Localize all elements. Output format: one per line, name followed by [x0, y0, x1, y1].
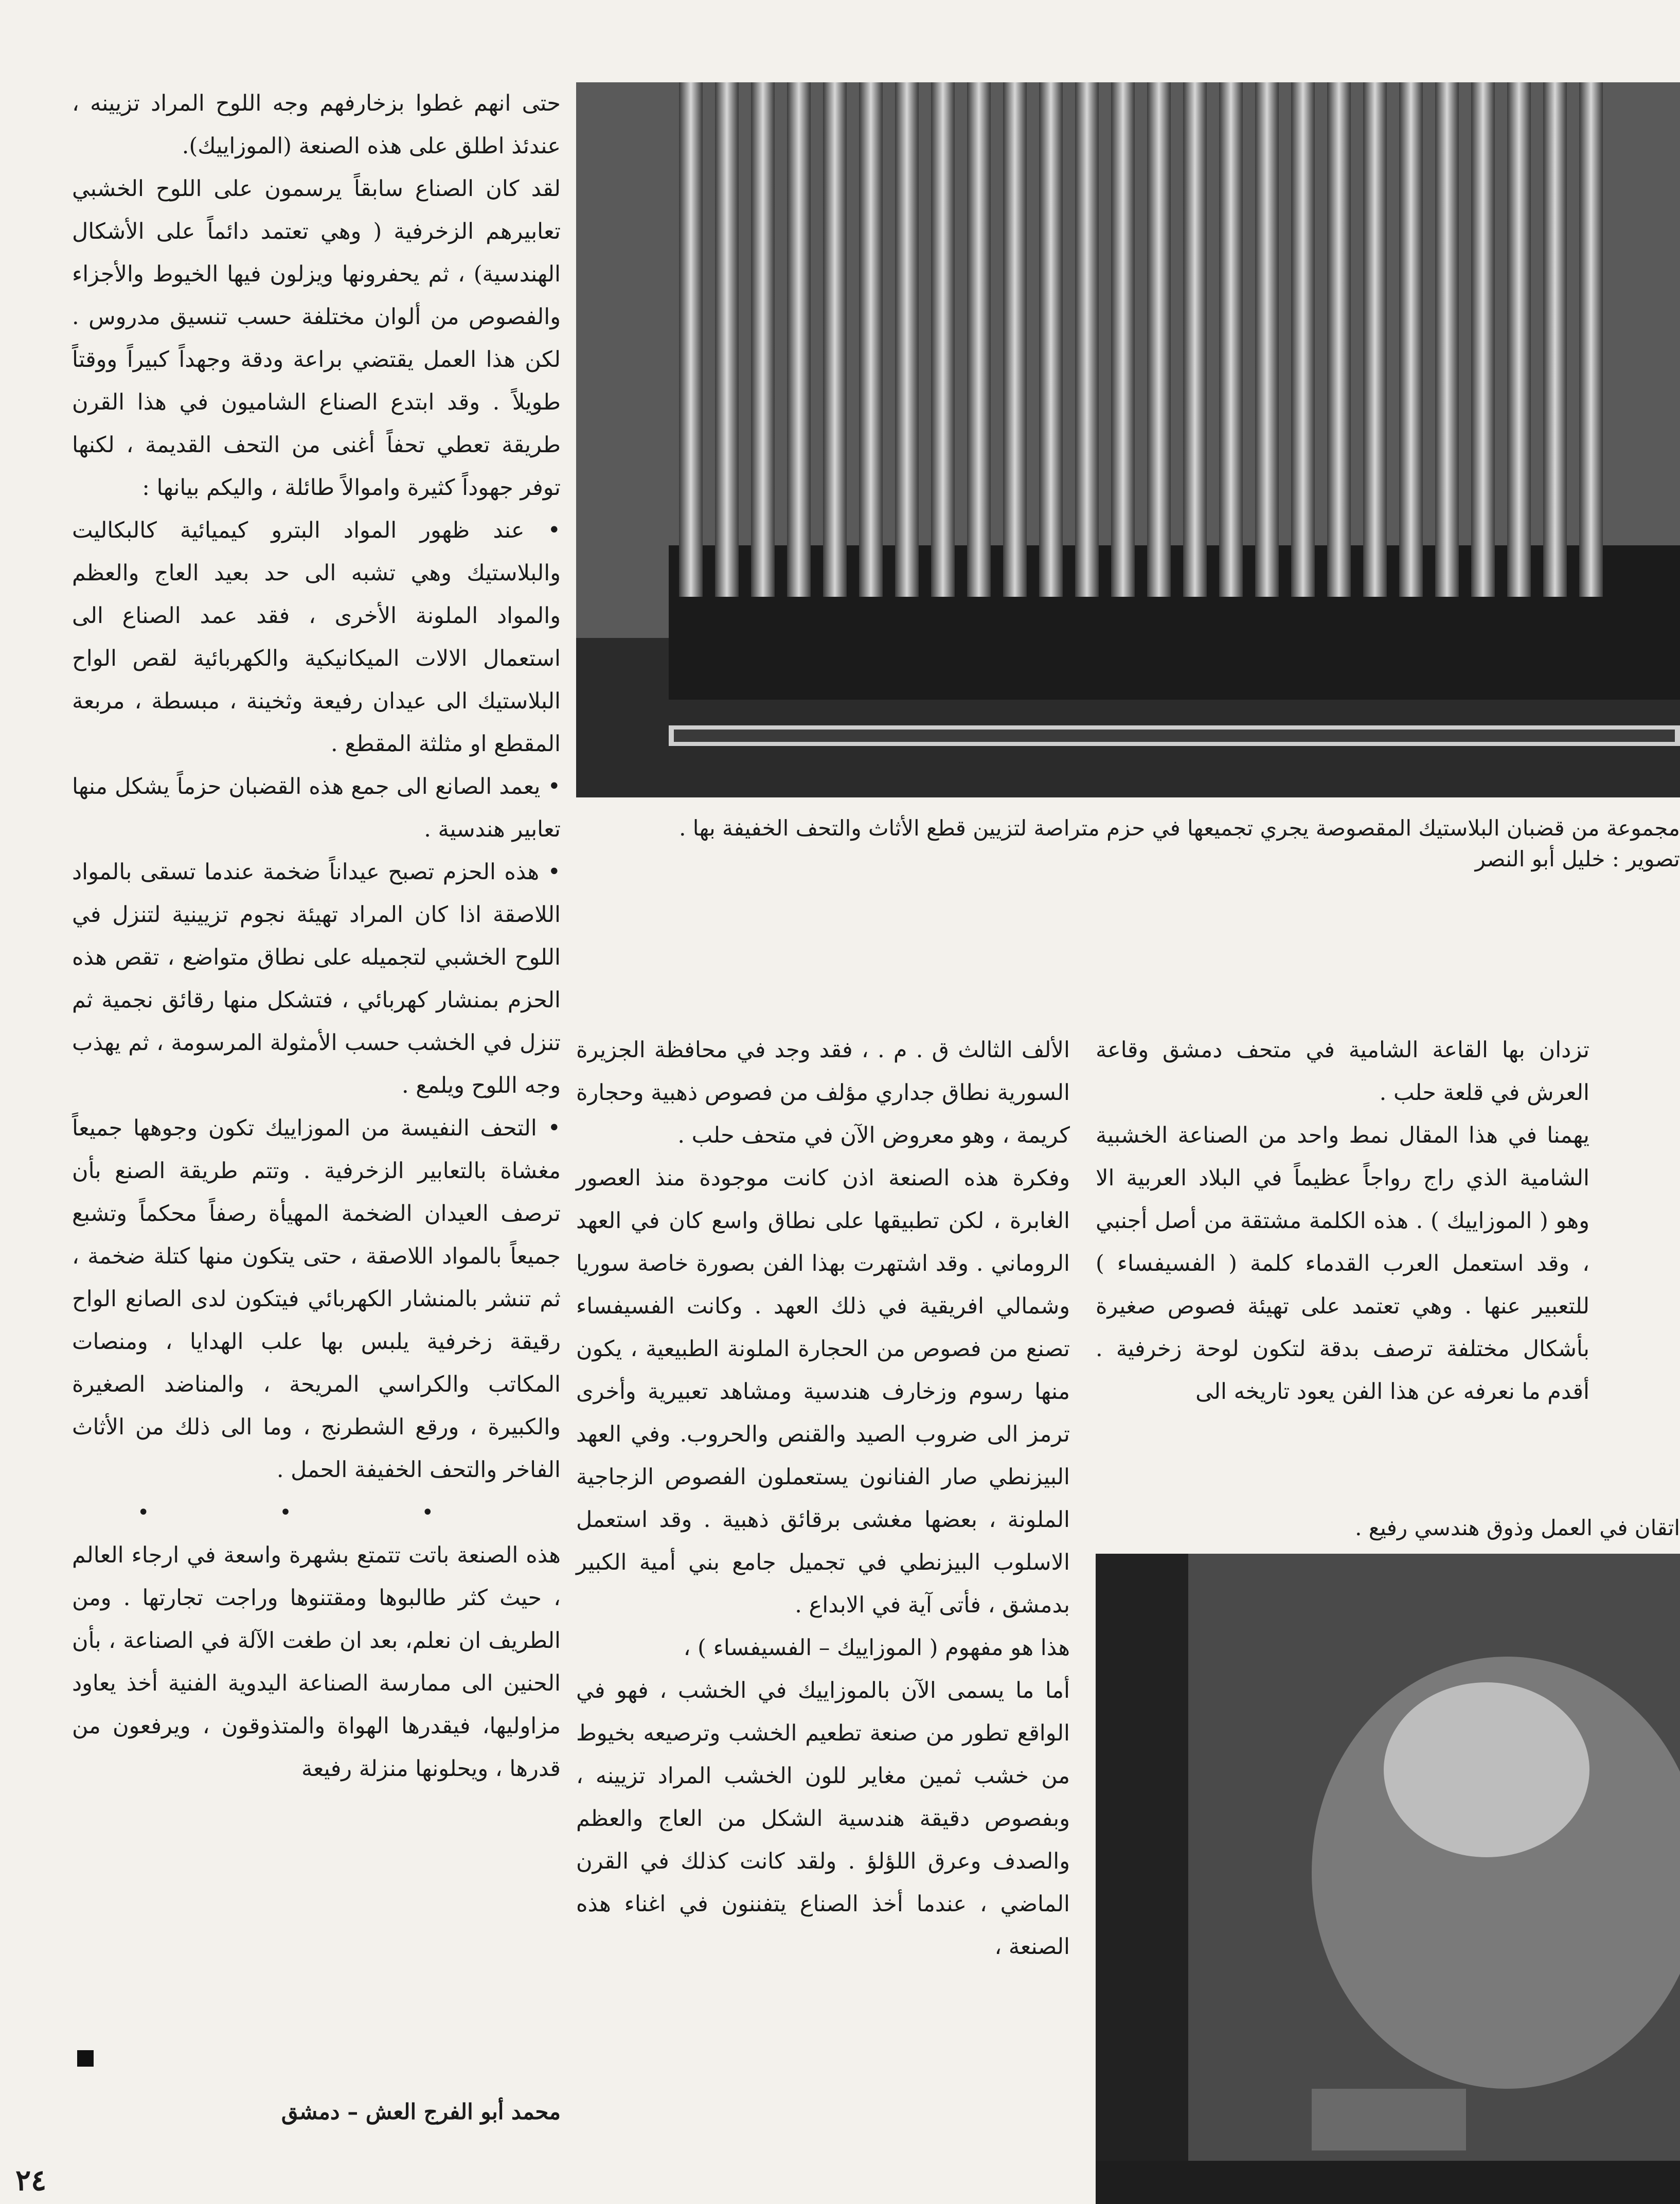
top-photo-caption	[566, 813, 1680, 875]
plastic-rod	[1579, 82, 1603, 597]
paragraph: • يعمد الصانع الى جمع هذه القضبان حزماً يشكل منها تعابير هندسية .	[72, 774, 561, 842]
plastic-rod	[1435, 82, 1459, 597]
paragraph: الألف الثالث ق . م . ، فقد وجد في محافظة الجزيرة السورية نطاق جداري مؤلف من فصوص ذهبية وحجارة كريمة ، وهو معروض الآن في متحف حلب .	[576, 1037, 1070, 1148]
plastic-rod	[1255, 82, 1279, 597]
paragraph: هذه الصنعة باتت تتمتع بشهرة واسعة في ارجاء العالم ، حيث كثر طالبوها ومقتنوها وراجت تجارتها . ومن الطريف ان نعلم، بعد ان طغت الآلة في الصناعة ، بأن الحنين الى ممارسة الصناعة اليدوية الفنية أخذ يعاود مزاوليها، فيقدرها الهواة والمتذوقون ، ويرفعون من قدرها ، ويحلونها منزلة رفيعة	[72, 1542, 561, 1782]
plastic-rod	[931, 82, 955, 597]
plastic-rod	[1363, 82, 1387, 597]
plastic-rod	[823, 82, 847, 597]
plastic-rod	[1147, 82, 1171, 597]
plastic-rod	[679, 82, 703, 597]
plastic-rod	[1327, 82, 1351, 597]
paragraph: يهمنا في هذا المقال نمط واحد من الصناعة الخشبية الشامية الذي راج رواجاً عظيماً في البلاد العربية الا وهو ( الموزاييك ) . هذه الكلمة مشتقة من أصل أجنبي ، وقد استعمل العرب القدماء كلمة ( الفسيفساء ) للتعبير عنها . وهي تعتمد على تهيئة فصوص صغيرة بأشكال مختلفة ترصف بدقة لتكون لوحة زخرفية . أقدم ما نعرفه عن هذا الفن يعود تاريخه الى	[1096, 1123, 1589, 1405]
page-number: ٢٤	[15, 2163, 47, 2197]
plastic-rod	[787, 82, 811, 597]
paragraph: تزدان بها القاعة الشامية في متحف دمشق وقاعة العرش في قلعة حلب .	[1096, 1037, 1589, 1106]
end-mark	[77, 2050, 94, 2067]
paragraph: حتى انهم غطوا بزخارفهم وجه اللوح المراد تزيينه ، عندئذ اطلق على هذه الصنعة (الموزاييك).	[72, 91, 561, 159]
plastic-rod	[1039, 82, 1063, 597]
plastic-rod	[1291, 82, 1315, 597]
plastic-rods-photo	[576, 82, 1680, 797]
plastic-rod	[1507, 82, 1531, 597]
paragraph: أما ما يسمى الآن بالموزاييك في الخشب ، فهو في الواقع تطور من صنعة تطعيم الخشب وترصيعه بخيوط من خشب ثمين مغاير للون الخشب المراد تزيينه ، وبفصوص دقيقة هندسية الشكل من العاج والعظم والصدف وعرق اللؤلؤ . ولقد كانت كذلك في القرن الماضي ، عندما أخذ الصناع يتفننون في اغناء هذه الصنعة ،	[576, 1678, 1070, 1960]
plastic-rod	[1543, 82, 1567, 597]
plastic-rod	[1399, 82, 1423, 597]
paragraph: • عند ظهور المواد البترو كيميائية كالبكاليت والبلاستيك وهي تشبه الى حد بعيد العاج والعظم والمواد الملونة الأخرى ، فقد عمد الصناع الى استعمال الالات الميكانيكية والكهربائية لقص الواح البلاستيك الى عيدان رفيعة وثخينة ، مبسطة ، مربعة المقطع او مثلثة المقطع .	[72, 518, 561, 757]
plastic-rod	[1003, 82, 1027, 597]
article-column-right	[1096, 1029, 1589, 1413]
plastic-rod	[1219, 82, 1243, 597]
craftsman-photo	[1096, 1554, 1680, 2204]
section-separator: • • •	[137, 1501, 496, 1524]
plastic-rod	[1111, 82, 1135, 597]
paragraph: لقد كان الصناع سابقاً يرسمون على اللوح الخشبي تعابيرهم الزخرفية ( وهي تعتمد دائماً على الأشكال الهندسية) ، ثم يحفرونها ويزلون فيها الخيوط والأجزاء والفصوص من ألوان مختلفة حسب تنسيق مدروس . لكن هذا العمل يقتضي براعة ودقة وجهداً كبيراً ووقتاً طويلاً . وقد ابتدع الصناع الشاميون في هذا القرن طريقة تعطي تحفاً أغنى من التحف القديمة ، لكنها توفر جهوداً كثيرة واموالاً طائلة ، واليكم بيانها :	[72, 176, 561, 501]
author-signature: محمد أبو الفرج العش – دمشق	[281, 2099, 561, 2124]
bottom-photo-caption: اتقان في العمل وذوق هندسي رفيع .	[1355, 1515, 1680, 1540]
article-column-middle	[576, 1029, 1070, 1968]
plastic-rod	[859, 82, 883, 597]
paragraph: وفكرة هذه الصنعة اذن كانت موجودة منذ العصور الغابرة ، لكن تطبيقها على نطاق واسع كان في العهد الروماني . وقد اشتهرت بهذا الفن بصورة خاصة سوريا وشمالي افريقية في ذلك العهد . وكانت الفسيفساء تصنع من فصوص من الحجارة الملونة الطبيعية ، يكون منها رسوم وزخارف هندسية ومشاهد تعبيرية وأخرى ترمز الى ضروب الصيد والقنص والحروب. وفي العهد البيزنطي صار الفنانون يستعملون الفصوص الزجاجية الملونة ، بعضها مغشى برقائق ذهبية . وقد استعمل الاسلوب البيزنطي في تجميل جامع بني أمية الكبير بدمشق ، فأتى آية في الابداع .	[576, 1165, 1070, 1618]
plastic-rods-illustration	[576, 82, 1680, 797]
top-caption-line1: مجموعة من قضبان البلاستيك المقصوصة يجري تجميعها في حزم متراصة لتزيين قطع الأثاث والتحف الخفيفة بها .	[679, 815, 1680, 841]
plastic-rod	[967, 82, 991, 597]
plastic-rod	[1183, 82, 1207, 597]
plastic-rod	[751, 82, 775, 597]
top-caption-credit: تصوير : خليل أبو النصر	[1475, 846, 1680, 872]
plastic-rod	[1471, 82, 1495, 597]
craftsman-illustration	[1096, 1554, 1680, 2204]
article-column-left	[72, 82, 561, 1790]
plastic-rod	[715, 82, 739, 597]
paragraph: • هذه الحزم تصبح عيداناً ضخمة عندما تسقى بالمواد اللاصقة اذا كان المراد تهيئة نجوم تزيينية لتنزل في اللوح الخشبي لتجميله على نطاق متواضع ، تقص هذه الحزم بمنشار كهربائي ، فتشكل منها رقائق نجمية ثم تنزل في الخشب حسب الأمثولة المرسومة ، ثم يهذب وجه اللوح ويلمع .	[72, 859, 561, 1098]
paragraph: هذا هو مفهوم ( الموزاييك – الفسيفساء ) ،	[683, 1635, 1070, 1661]
paragraph: • التحف النفيسة من الموزاييك تكون وجوهها جميعاً مغشاة بالتعابير الزخرفية . وتتم طريقة الصنع بأن ترصف العيدان الضخمة المهيأة رصفاً محكماً وتشبع جميعاً بالمواد اللاصقة ، حتى يتكون منها كتلة ضخمة ، ثم تنشر بالمنشار الكهربائي فيتكون لدى الصانع الواح رقيقة زخرفية يلبس بها علب الهدايا ، ومنصات المكاتب والكراسي المريحة ، والمناضد الصغيرة والكبيرة ، ورقع الشطرنج ، وما الى ذلك من الأثاث الفاخر والتحف الخفيفة الحمل .	[72, 1115, 561, 1483]
plastic-rod	[1075, 82, 1099, 597]
plastic-rod	[895, 82, 919, 597]
